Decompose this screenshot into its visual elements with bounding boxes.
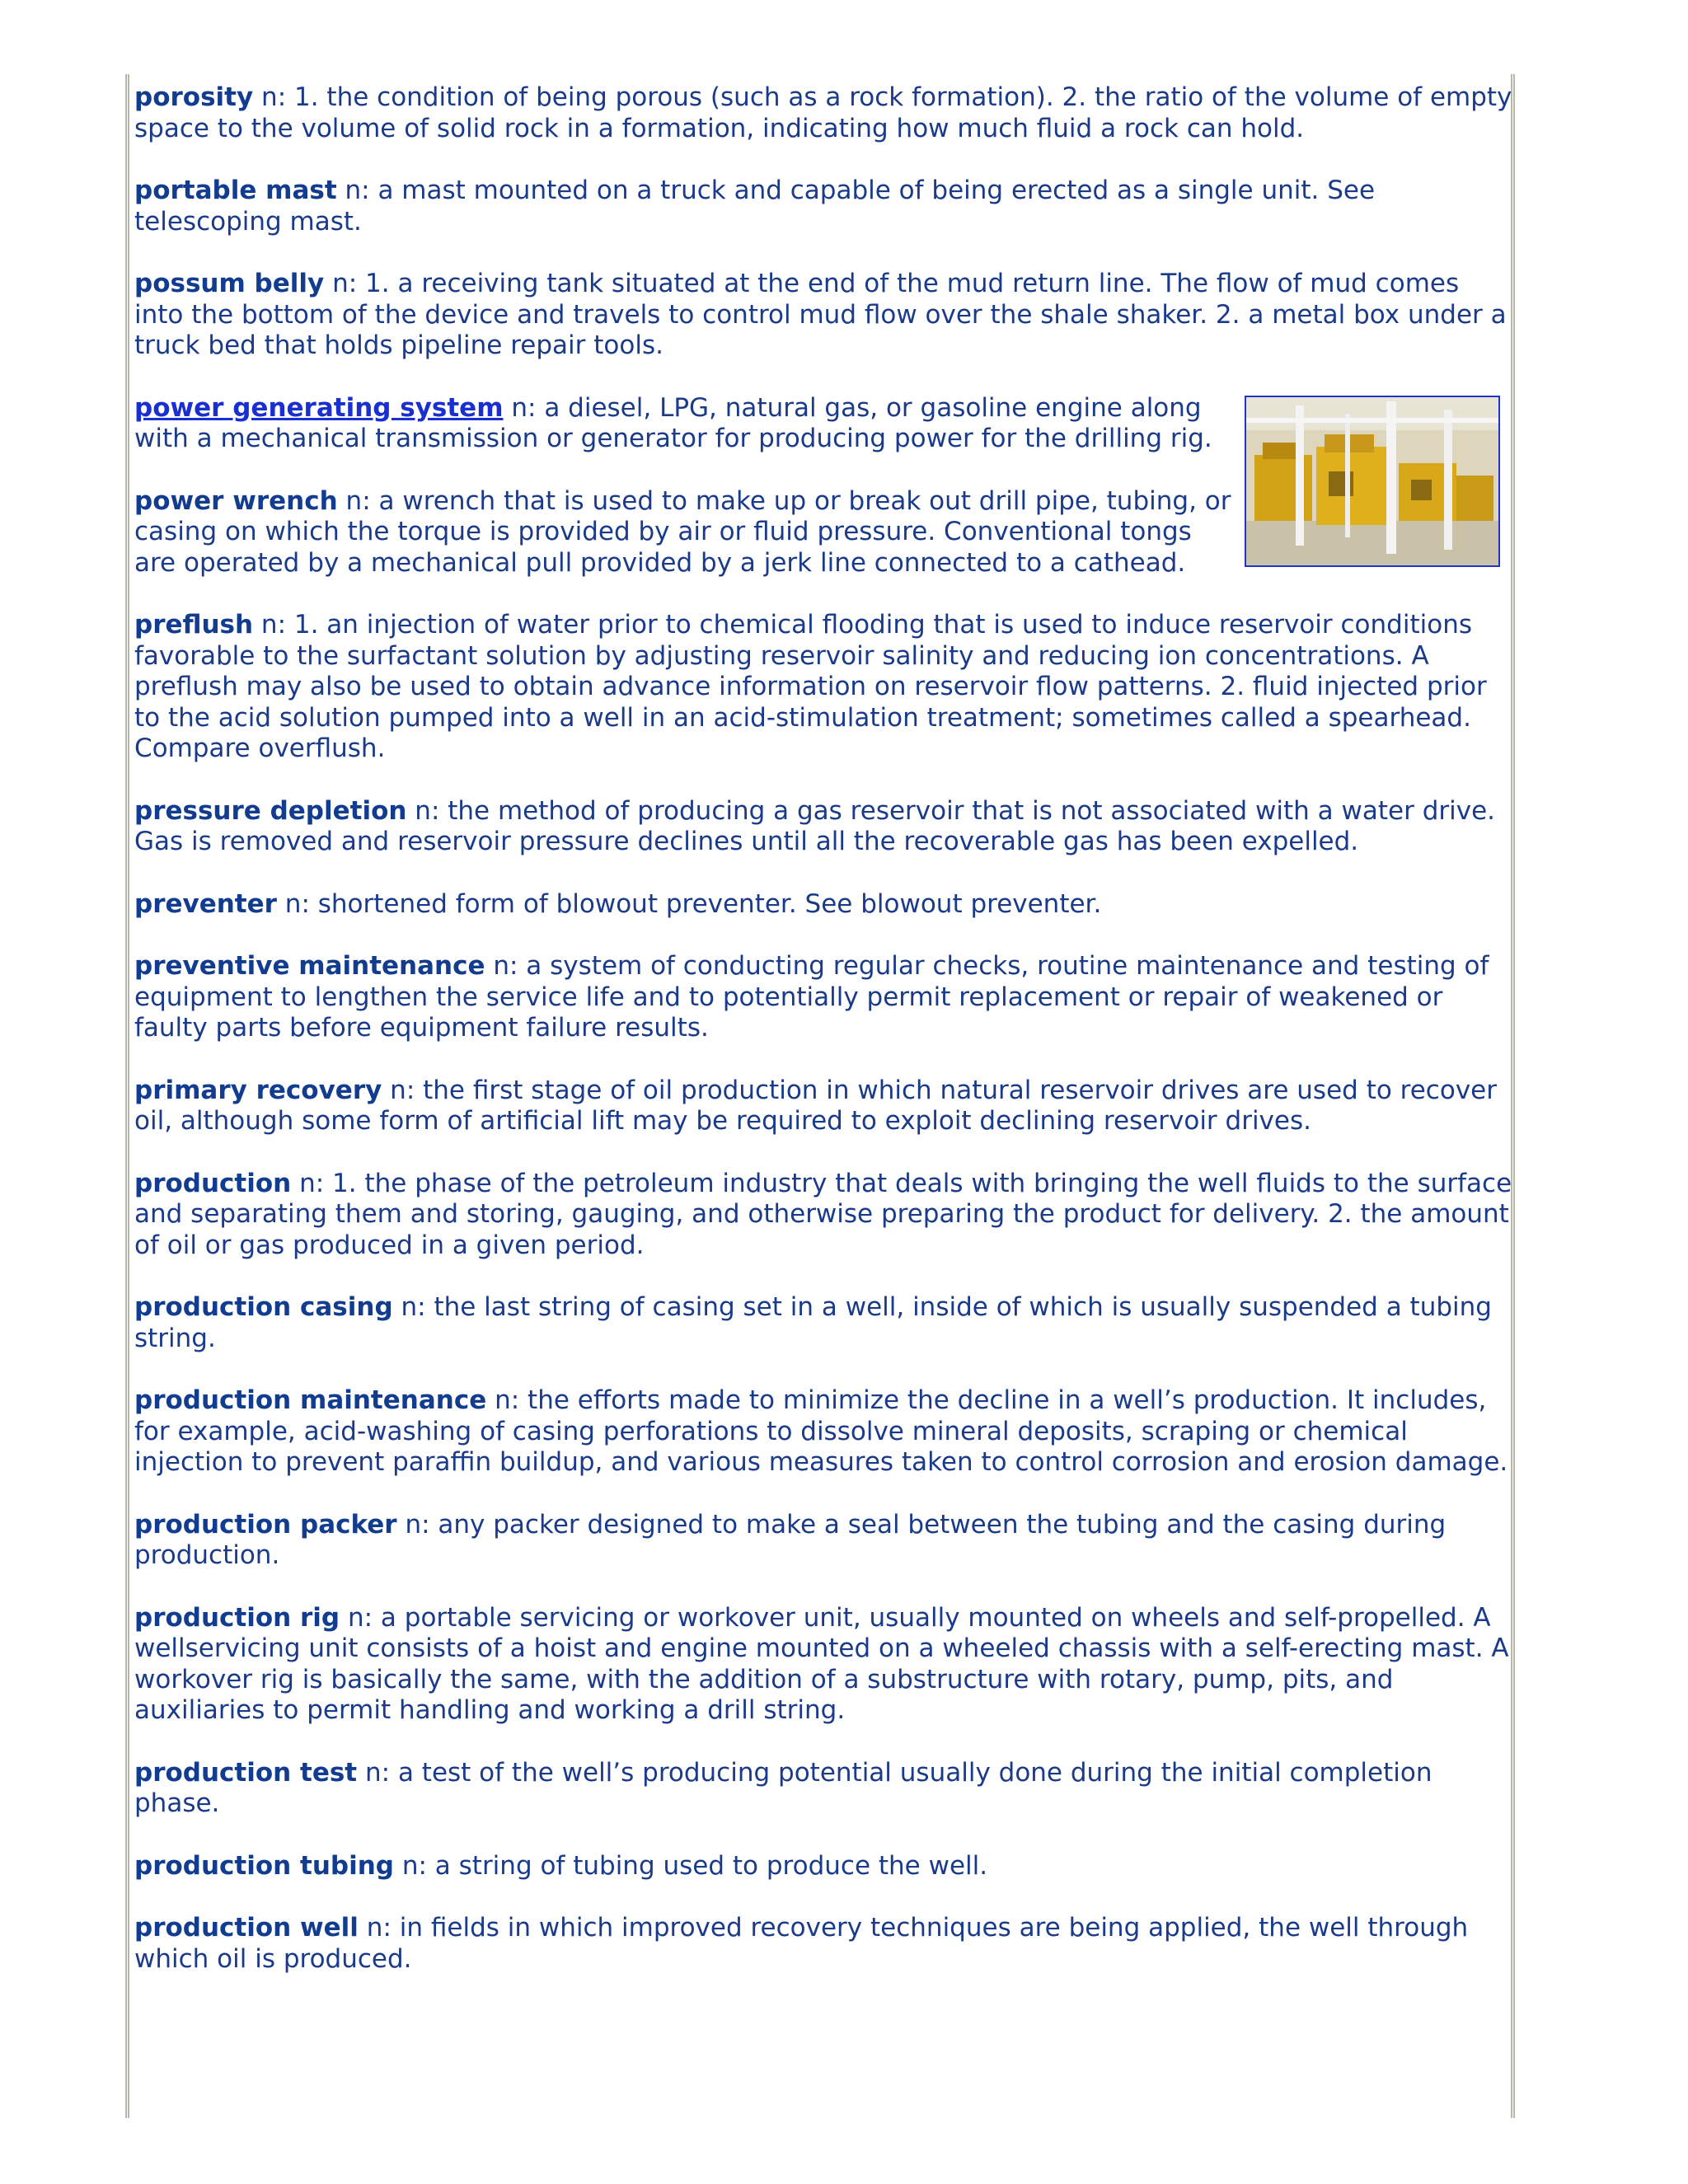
entry-possum-belly: [134, 269, 1512, 362]
power-generating-system-link[interactable]: power generating system: [134, 392, 504, 423]
term: portable mast: [134, 176, 337, 205]
definition: n: shortened form of blowout preventer. See blowout preventer.: [276, 888, 1102, 919]
term: porosity: [134, 82, 254, 112]
definition: n: in fields in which improved recovery techniques are being applied, the well through which oil is produced.: [134, 1913, 1469, 1974]
definition: n: 1. an injection of water prior to chemical flooding that is used to induce reservoir conditions favorable to the surfactant solution by adjusting reservoir salinity and reducing ion concentrations. A preflush may also be used to obtain advance information on reservoir flow patterns. 2. fluid injected prior to the acid solution pumped into a well in an acid-stimulation treatment; sometimes called a spearhead. Compare overflush.: [134, 610, 1487, 763]
definition: n: the first stage of oil production in which natural reservoir drives are used to recover oil, although some form of artificial lift may be required to exploit declining reservoir drives.: [134, 1075, 1497, 1136]
entry-preventive-maintenance: [134, 951, 1512, 1044]
term: production well: [134, 1913, 359, 1943]
entry-preflush: [134, 610, 1512, 765]
definition: n: 1. a receiving tank situated at the end of the mud return line. The flow of mud comes into the bottom of the device and travels to control mud flow over the shale shaker. 2. a metal box under a truck bed that holds pipeline repair tools.: [134, 269, 1507, 360]
term: preventer: [134, 888, 277, 919]
term: production casing: [134, 1292, 393, 1322]
entry-production-packer: [134, 1510, 1512, 1572]
term: production tubing: [134, 1850, 394, 1881]
definition: n: a diesel, LPG, natural gas, or gasoline engine along with a mechanical transmission or generator for producing power for the drilling rig.: [134, 392, 1212, 453]
term: production packer: [134, 1509, 397, 1540]
glossary-content: [134, 82, 1512, 2006]
definition: n: a test of the well’s producing potential usually done during the initial completion phase.: [134, 1757, 1432, 1818]
term: possum belly: [134, 269, 325, 298]
definition: n: a wrench that is used to make up or break out drill pipe, tubing, or casing on which the torque is provided by air or fluid pressure. Conventional tongs are operated by a mechanical pull provided by a jerk line connected to a cathead.: [134, 485, 1231, 578]
entry-production-tubing: [134, 1851, 1512, 1882]
definition: n: the efforts made to minimize the decline in a well’s production. It includes, for example, acid-washing of casing perforations to dissolve mineral deposits, scraping or chemical injection to prevent paraffin buildup, and various measures taken to control corrosion and erosion damage.: [134, 1385, 1508, 1477]
entry-preventer: [134, 889, 1512, 921]
entry-power-wrench: [134, 486, 1235, 579]
entry-production: [134, 1169, 1512, 1262]
definition: n: 1. the phase of the petroleum industry that deals with bringing the well fluids to the surface and separating them and storing, gauging, and otherwise preparing the product for delivery. 2. the amount of oil or gas produced in a given period.: [134, 1168, 1512, 1260]
definition: n: a portable servicing or workover unit, usually mounted on wheels and self-propelled. A wellservicing unit consists of a hoist and engine mounted on a wheeled chassis with a self-erecting mast. A workover rig is basically the same, with the addition of a substructure with rotary, pump, pits, and auxiliaries to permit handling and working a drill string.: [134, 1602, 1509, 1725]
term: primary recovery: [134, 1075, 382, 1105]
term: production test: [134, 1757, 358, 1788]
entry-production-maintenance: [134, 1385, 1512, 1479]
term: power wrench: [134, 485, 338, 516]
definition: n: the last string of casing set in a well, inside of which is usually suspended a tubing string.: [134, 1292, 1492, 1353]
definition: n: 1. the condition of being porous (such as a rock formation). 2. the ratio of the volume of empty space to the volume of solid rock in a formation, indicating how much fluid a rock can hold.: [134, 82, 1512, 143]
entry-pressure-depletion: [134, 796, 1512, 858]
entry-primary-recovery: [134, 1076, 1512, 1137]
definition: n: a mast mounted on a truck and capable of being erected as a single unit. See telescoping mast.: [134, 176, 1376, 237]
entry-production-rig: [134, 1603, 1512, 1727]
entry-production-well: [134, 1913, 1512, 1975]
entry-portable-mast: [134, 176, 1512, 237]
term: production maintenance: [134, 1385, 487, 1415]
entry-power-generating-system: [134, 393, 1235, 455]
term: production: [134, 1168, 292, 1198]
definition: n: a system of conducting regular checks, routine maintenance and testing of equipment to lengthen the service life and to potentially permit replacement or repair of weakened or faulty parts before equipment failure results.: [134, 951, 1489, 1043]
definition: n: a string of tubing used to produce the well.: [393, 1850, 988, 1881]
definition: n: the method of producing a gas reservoir that is not associated with a water drive. Gas is removed and reservoir pressure declines until all the recoverable gas has been expelled.: [134, 795, 1495, 856]
term: preventive maintenance: [134, 951, 485, 981]
term: preflush: [134, 610, 254, 640]
term: production rig: [134, 1602, 340, 1633]
definition: n: any packer designed to make a seal between the tubing and the casing during production.: [134, 1509, 1447, 1570]
term: pressure depletion: [134, 795, 407, 826]
entry-porosity: [134, 82, 1512, 144]
entry-production-casing: [134, 1292, 1512, 1354]
entry-production-test: [134, 1758, 1512, 1820]
